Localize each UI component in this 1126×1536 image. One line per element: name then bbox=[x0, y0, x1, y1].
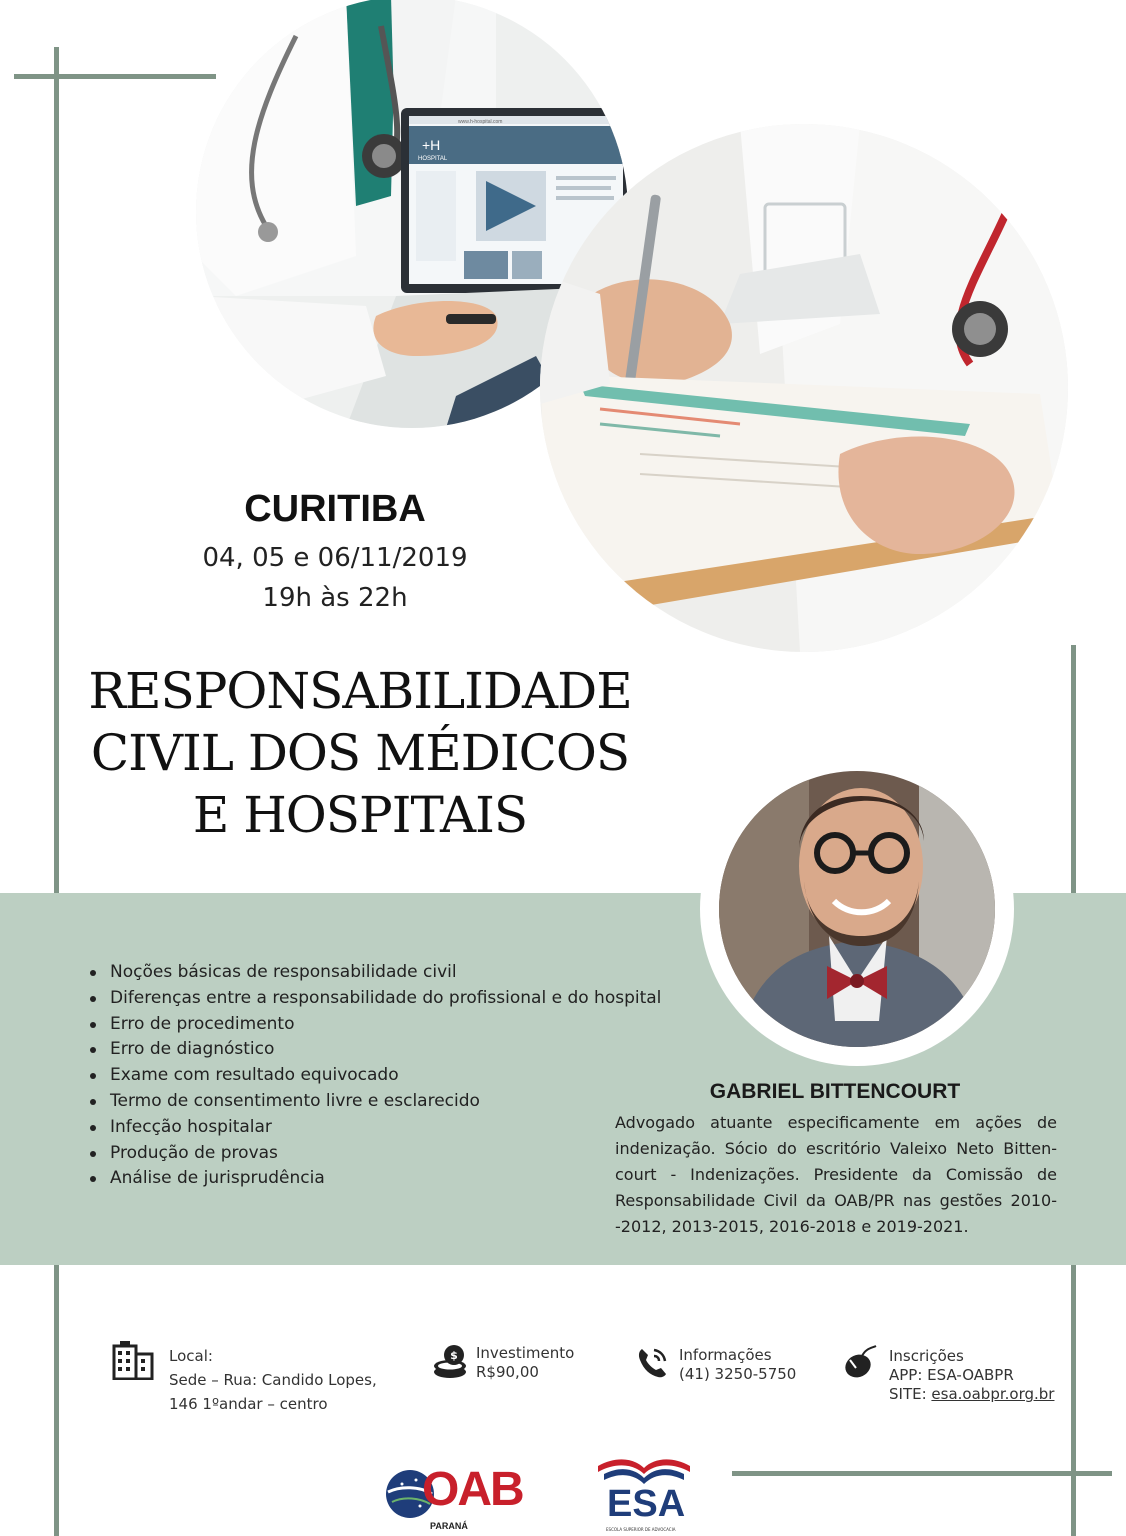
info-registration-app: APP: ESA-OABPR bbox=[889, 1366, 1014, 1384]
event-time: 19h às 22h bbox=[262, 583, 408, 613]
info-investment-value: R$90,00 bbox=[476, 1363, 539, 1381]
topic-item: Infecção hospitalar bbox=[88, 1115, 688, 1141]
info-registration-site-prefix: SITE: bbox=[889, 1385, 932, 1403]
info-local-address-1: Sede – Rua: Candido Lopes, bbox=[169, 1371, 377, 1389]
topic-item: Noções básicas de responsabilidade civil bbox=[88, 960, 688, 986]
registration-site-link[interactable]: esa.oabpr.org.br bbox=[931, 1385, 1055, 1403]
speaker-name: GABRIEL BITTENCOURT bbox=[709, 1080, 961, 1103]
topic-item: Termo de consentimento livre e esclarecido bbox=[88, 1089, 688, 1115]
speaker-portrait bbox=[719, 771, 995, 1047]
course-title-line-1: RESPONSABILIDADE bbox=[88, 662, 632, 720]
event-date-range: 04, 05 e 06/11/2019 bbox=[202, 543, 468, 573]
mouse-icon bbox=[842, 1344, 880, 1384]
event-city: CURITIBA bbox=[244, 488, 426, 530]
screen-hospital-name: HOSPITAL bbox=[418, 156, 448, 162]
screen-logo: +H bbox=[422, 137, 441, 153]
topic-item: Produção de provas bbox=[88, 1141, 688, 1167]
speaker-bio: Advogado atuante especificamente em ações de indenização. Sócio do escritório Valeixo Neto Bitten-court - Indenizações. Presidente da Comissão de Responsabilidade Civil da OAB/PR nas gestões 2010--2012, 2013-2015, 2016-2018 e 2019-2021. bbox=[615, 1113, 1057, 1236]
course-title-line-3: E HOSPITAIS bbox=[192, 786, 528, 844]
coins-icon bbox=[432, 1344, 470, 1384]
info-registration-label: Inscrições bbox=[889, 1347, 964, 1365]
topic-item: Erro de diagnóstico bbox=[88, 1037, 688, 1063]
topic-item: Diferenças entre a responsabilidade do profissional e do hospital bbox=[88, 986, 688, 1012]
topic-item: Exame com resultado equivocado bbox=[88, 1063, 688, 1089]
info-contact bbox=[679, 1346, 796, 1384]
info-contact-phone: (41) 3250-5750 bbox=[679, 1365, 797, 1383]
event-dates bbox=[160, 538, 510, 618]
frame-line-top-horizontal bbox=[14, 74, 216, 79]
topics-list bbox=[88, 960, 688, 1192]
course-title-line-2: CIVIL DOS MÉDICOS bbox=[90, 724, 630, 782]
course-title bbox=[60, 660, 660, 846]
info-registration-site bbox=[889, 1385, 1054, 1404]
oab-logo-text: OAB bbox=[422, 1463, 523, 1516]
info-local-label: Local: bbox=[169, 1347, 213, 1365]
phone-icon bbox=[636, 1346, 670, 1384]
screen-url: www.h-hospital.com bbox=[458, 119, 503, 125]
topic-item: Erro de procedimento bbox=[88, 1012, 688, 1038]
info-local bbox=[169, 1344, 377, 1416]
esa-logo-text: ESA bbox=[607, 1483, 686, 1525]
oab-logo-subtitle: PARANÁ bbox=[430, 1521, 468, 1531]
info-contact-label: Informações bbox=[679, 1346, 772, 1364]
frame-line-left-vertical bbox=[54, 47, 59, 1536]
info-registration bbox=[889, 1347, 1054, 1404]
info-investment-label: Investimento bbox=[476, 1344, 575, 1362]
frame-line-bottom-horizontal bbox=[732, 1471, 1112, 1476]
building-icon bbox=[112, 1340, 154, 1384]
topic-item: Análise de jurisprudência bbox=[88, 1166, 688, 1192]
info-investment bbox=[476, 1344, 574, 1382]
esa-logo-subtitle: ESCOLA SUPERIOR DE ADVOCACIA bbox=[606, 1527, 676, 1532]
info-local-address-2: 146 1ºandar – centro bbox=[169, 1395, 328, 1413]
svg-text:$: $ bbox=[450, 1349, 458, 1362]
esa-logo-book-icon bbox=[596, 1454, 692, 1486]
photo-doctor-clipboard bbox=[540, 124, 1068, 652]
